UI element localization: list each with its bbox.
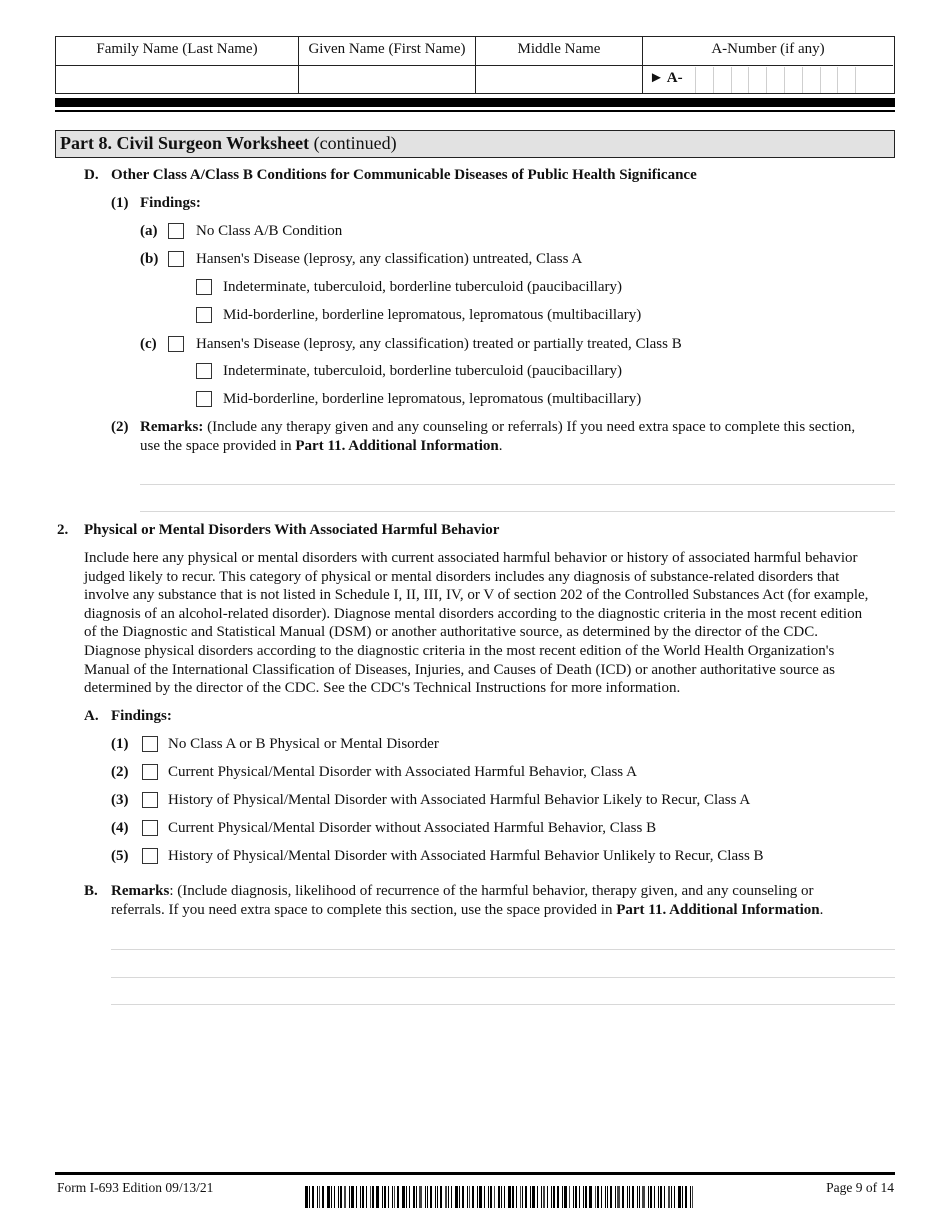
- barcode-bar: [425, 1186, 426, 1208]
- barcode-bar: [671, 1186, 672, 1208]
- barcode-bar: [589, 1186, 592, 1208]
- barcode-bar: [490, 1186, 492, 1208]
- barcode-bar: [690, 1186, 691, 1208]
- barcode-bar: [553, 1186, 555, 1208]
- barcode-bar: [394, 1186, 395, 1208]
- barcode-bar: [455, 1186, 458, 1208]
- barcode-bar: [692, 1186, 693, 1208]
- section-2b-line-1: Remarks: (Include diagnosis, likelihood of recurrence of the harmful behavior, therapy given, and any counseling or: [111, 883, 814, 899]
- barcode-bar: [642, 1186, 645, 1208]
- barcode-bar: [532, 1186, 535, 1208]
- barcode-bar: [543, 1186, 545, 1208]
- checkbox-finding-2[interactable]: [142, 764, 158, 780]
- barcode-bar: [344, 1186, 346, 1208]
- item-c-text: Hansen's Disease (leprosy, any classification) treated or partially treated, Class B: [196, 336, 682, 352]
- barcode-bar: [397, 1186, 399, 1208]
- header-divider-thick: [55, 98, 895, 107]
- barcode-bar: [427, 1186, 428, 1208]
- barcode-bar: [522, 1186, 523, 1208]
- barcode-bar: [682, 1186, 683, 1208]
- barcode-bar: [362, 1186, 364, 1208]
- barcode-bar: [508, 1186, 511, 1208]
- finding-3-num: (3): [111, 792, 129, 808]
- section-d-label: D.: [84, 167, 99, 183]
- finding-2-num: (2): [111, 764, 129, 780]
- middle-name-label: Middle Name: [517, 41, 601, 57]
- header-divider-thin: [55, 110, 895, 112]
- remarks-d-line-1[interactable]: [140, 484, 895, 485]
- barcode-bar: [340, 1186, 342, 1208]
- section-2a-label: A.: [84, 708, 99, 724]
- remarks-2b-line-2[interactable]: [111, 977, 895, 978]
- barcode-bar: [462, 1186, 464, 1208]
- form-edition: Form I-693 Edition 09/13/21: [57, 1180, 214, 1195]
- finding-5-num: (5): [111, 848, 129, 864]
- barcode-bar: [639, 1186, 640, 1208]
- barcode: [305, 1186, 710, 1208]
- barcode-bar: [520, 1186, 521, 1208]
- a-number-input[interactable]: [695, 67, 873, 93]
- checkbox-c-multibacillary[interactable]: [196, 391, 212, 407]
- item-b-label: (b): [140, 251, 159, 267]
- a-number-label: A-Number (if any): [711, 41, 825, 57]
- barcode-bar: [637, 1186, 638, 1208]
- barcode-bar: [388, 1186, 389, 1208]
- barcode-bar: [467, 1186, 468, 1208]
- barcode-bar: [338, 1186, 339, 1208]
- section-2b-label: B.: [84, 883, 98, 899]
- barcode-bar: [406, 1186, 407, 1208]
- barcode-bar: [583, 1186, 584, 1208]
- barcode-bar: [448, 1186, 449, 1208]
- barcode-bar: [585, 1186, 587, 1208]
- checkbox-b-paucibacillary[interactable]: [196, 279, 212, 295]
- barcode-bar: [627, 1186, 628, 1208]
- barcode-bar: [409, 1186, 410, 1208]
- section-2-paragraph: Include here any physical or mental disorders with current associated harmful behavior or history of associated harmful behavior judged likely to recur. This category of physical or mental disorders includes any diagnosis of substance-related disorders that involve any substance that is not listed in Schedule I, II, III, IV, or V of section 202 of the Controlled Substances Act (for example, diagnosis of an alcohol-related disorder). Diagnose mental disorders according to the diagnostic criteria in the most recent edition of the Diagnostic and Statistical Manual (DSM) or another authoritative source, as determined by the director of the CDC. Diagnose physical disorders according to the diagnostic criteria in the most recent edition of the World Health Organization's Manual of the International Classification of Diseases, Injuries, and Causes of Death (ICD) or another authoritative source as determined by the director of the CDC. See the CDC's Technical Instructions for more information.: [84, 550, 869, 697]
- barcode-bar: [477, 1186, 478, 1208]
- footer-rule: [55, 1172, 895, 1175]
- barcode-bar: [413, 1186, 415, 1208]
- barcode-bar: [366, 1186, 367, 1208]
- barcode-bar: [575, 1186, 577, 1208]
- barcode-bar: [632, 1186, 634, 1208]
- middle-name-input[interactable]: [477, 66, 639, 92]
- barcode-bar: [664, 1186, 665, 1208]
- barcode-bar: [504, 1186, 505, 1208]
- barcode-bar: [512, 1186, 514, 1208]
- barcode-bar: [629, 1186, 630, 1208]
- barcode-bar: [541, 1186, 542, 1208]
- barcode-bar: [648, 1186, 649, 1208]
- finding-5-text: History of Physical/Mental Disorder with Associated Harmful Behavior Unlikely to Recur, Class B: [168, 848, 764, 864]
- page-number: Page 9 of 14: [826, 1180, 894, 1195]
- barcode-bar: [525, 1186, 527, 1208]
- section-2b-line-2: referrals. If you need extra space to complete this section, use the space provided in Part 11. Additional Information.: [111, 902, 824, 918]
- barcode-bar: [382, 1186, 383, 1208]
- barcode-bar: [305, 1186, 308, 1208]
- item-b-sub2-text: Mid-borderline, borderline lepromatous, lepromatous (multibacillary): [223, 307, 642, 323]
- barcode-bar: [376, 1186, 379, 1208]
- finding-4-text: Current Physical/Mental Disorder without Associated Harmful Behavior, Class B: [168, 820, 657, 836]
- barcode-bar: [472, 1186, 474, 1208]
- finding-1-num: (1): [111, 736, 129, 752]
- barcode-bar: [402, 1186, 405, 1208]
- item-b-text: Hansen's Disease (leprosy, any classification) untreated, Class A: [196, 251, 583, 267]
- part-title: Part 8. Civil Surgeon Worksheet (continued): [55, 130, 895, 158]
- barcode-bar: [617, 1186, 620, 1208]
- barcode-bar: [392, 1186, 393, 1208]
- family-name-input[interactable]: [57, 66, 295, 92]
- item-b-sub1-text: Indeterminate, tuberculoid, borderline tuberculoid (paucibacillary): [223, 279, 623, 295]
- barcode-bar: [501, 1186, 502, 1208]
- barcode-bar: [573, 1186, 574, 1208]
- given-name-label: Given Name (First Name): [308, 41, 466, 57]
- barcode-bar: [601, 1186, 602, 1208]
- barcode-bar: [484, 1186, 485, 1208]
- finding-3-text: History of Physical/Mental Disorder with Associated Harmful Behavior Likely to Recur, Class A: [168, 792, 751, 808]
- family-name-label: Family Name (Last Name): [96, 41, 258, 57]
- barcode-bar: [459, 1186, 460, 1208]
- remarks-d-line-2[interactable]: [140, 511, 895, 512]
- barcode-bar: [322, 1186, 324, 1208]
- barcode-bar: [579, 1186, 580, 1208]
- barcode-bar: [419, 1186, 422, 1208]
- remarks-line-1: Remarks: (Include any therapy given and any counseling or referrals) If you need extra space to complete this section,: [140, 419, 856, 435]
- barcode-bar: [569, 1186, 570, 1208]
- barcode-bar: [331, 1186, 332, 1208]
- checkbox-finding-4[interactable]: [142, 820, 158, 836]
- barcode-bar: [595, 1186, 596, 1208]
- section-2-title: Physical or Mental Disorders With Associated Harmful Behavior: [84, 522, 500, 538]
- barcode-bar: [488, 1186, 489, 1208]
- barcode-bar: [650, 1186, 652, 1208]
- barcode-bar: [469, 1186, 470, 1208]
- barcode-bar: [564, 1186, 567, 1208]
- barcode-bar: [557, 1186, 559, 1208]
- checkbox-hansens-untreated[interactable]: [168, 251, 184, 267]
- remarks-line-2: use the space provided in Part 11. Additional Information.: [140, 438, 503, 454]
- barcode-bar: [319, 1186, 320, 1208]
- barcode-bar: [327, 1186, 330, 1208]
- checkbox-hansens-treated[interactable]: [168, 336, 184, 352]
- item-c-sub2-text: Mid-borderline, borderline lepromatous, lepromatous (multibacillary): [223, 391, 642, 407]
- barcode-bar: [445, 1186, 447, 1208]
- barcode-bar: [356, 1186, 357, 1208]
- barcode-bar: [360, 1186, 361, 1208]
- barcode-bar: [516, 1186, 517, 1208]
- barcode-bar: [607, 1186, 608, 1208]
- barcode-bar: [312, 1186, 314, 1208]
- barcode-bar: [597, 1186, 599, 1208]
- checkbox-finding-5[interactable]: [142, 848, 158, 864]
- barcode-bar: [370, 1186, 371, 1208]
- checkbox-finding-3[interactable]: [142, 792, 158, 808]
- remarks-num: (2): [111, 419, 129, 435]
- finding-1-text: No Class A or B Physical or Mental Disorder: [168, 736, 439, 752]
- section-2a-title: Findings:: [111, 708, 172, 724]
- barcode-bar: [615, 1186, 616, 1208]
- barcode-bar: [668, 1186, 670, 1208]
- barcode-bar: [674, 1186, 675, 1208]
- barcode-bar: [351, 1186, 354, 1208]
- barcode-bar: [605, 1186, 606, 1208]
- barcode-bar: [660, 1186, 662, 1208]
- checkbox-no-class-ab[interactable]: [168, 223, 184, 239]
- section-d-title: Other Class A/Class B Conditions for Communicable Diseases of Public Health Significance: [111, 167, 697, 183]
- barcode-bar: [435, 1186, 436, 1208]
- barcode-bar: [678, 1186, 681, 1208]
- checkbox-c-paucibacillary[interactable]: [196, 363, 212, 379]
- barcode-bar: [530, 1186, 531, 1208]
- barcode-bar: [430, 1186, 432, 1208]
- barcode-bar: [551, 1186, 552, 1208]
- barcode-bar: [317, 1186, 318, 1208]
- checkbox-b-multibacillary[interactable]: [196, 307, 212, 323]
- a-number-cell: [643, 37, 893, 93]
- given-name-input[interactable]: [300, 66, 472, 92]
- barcode-bar: [562, 1186, 563, 1208]
- barcode-bar: [498, 1186, 500, 1208]
- barcode-bar: [658, 1186, 659, 1208]
- item-c-label: (c): [140, 336, 157, 352]
- barcode-bar: [451, 1186, 452, 1208]
- barcode-bar: [685, 1186, 687, 1208]
- barcode-bar: [416, 1186, 417, 1208]
- item-c-sub1-text: Indeterminate, tuberculoid, borderline tuberculoid (paucibacillary): [223, 363, 623, 379]
- barcode-bar: [479, 1186, 482, 1208]
- barcode-bar: [349, 1186, 350, 1208]
- remarks-2b-line-1[interactable]: [111, 949, 895, 950]
- remarks-2b-line-3[interactable]: [111, 1004, 895, 1005]
- barcode-bar: [372, 1186, 374, 1208]
- finding-4-num: (4): [111, 820, 129, 836]
- barcode-bar: [440, 1186, 442, 1208]
- barcode-bar: [547, 1186, 548, 1208]
- barcode-bar: [309, 1186, 310, 1208]
- barcode-bar: [537, 1186, 538, 1208]
- barcode-bar: [654, 1186, 655, 1208]
- a-number-prefix: ► A-: [649, 70, 683, 86]
- barcode-bar: [494, 1186, 495, 1208]
- finding-2-text: Current Physical/Mental Disorder with Associated Harmful Behavior, Class A: [168, 764, 637, 780]
- findings-num: (1): [111, 195, 129, 211]
- item-a-text: No Class A/B Condition: [196, 223, 343, 239]
- item-a-label: (a): [140, 223, 158, 239]
- barcode-bar: [384, 1186, 386, 1208]
- barcode-bar: [610, 1186, 612, 1208]
- barcode-bar: [622, 1186, 624, 1208]
- barcode-bar: [334, 1186, 335, 1208]
- findings-label: Findings:: [140, 195, 201, 211]
- section-2-num: 2.: [57, 522, 69, 538]
- checkbox-finding-1[interactable]: [142, 736, 158, 752]
- barcode-bar: [437, 1186, 438, 1208]
